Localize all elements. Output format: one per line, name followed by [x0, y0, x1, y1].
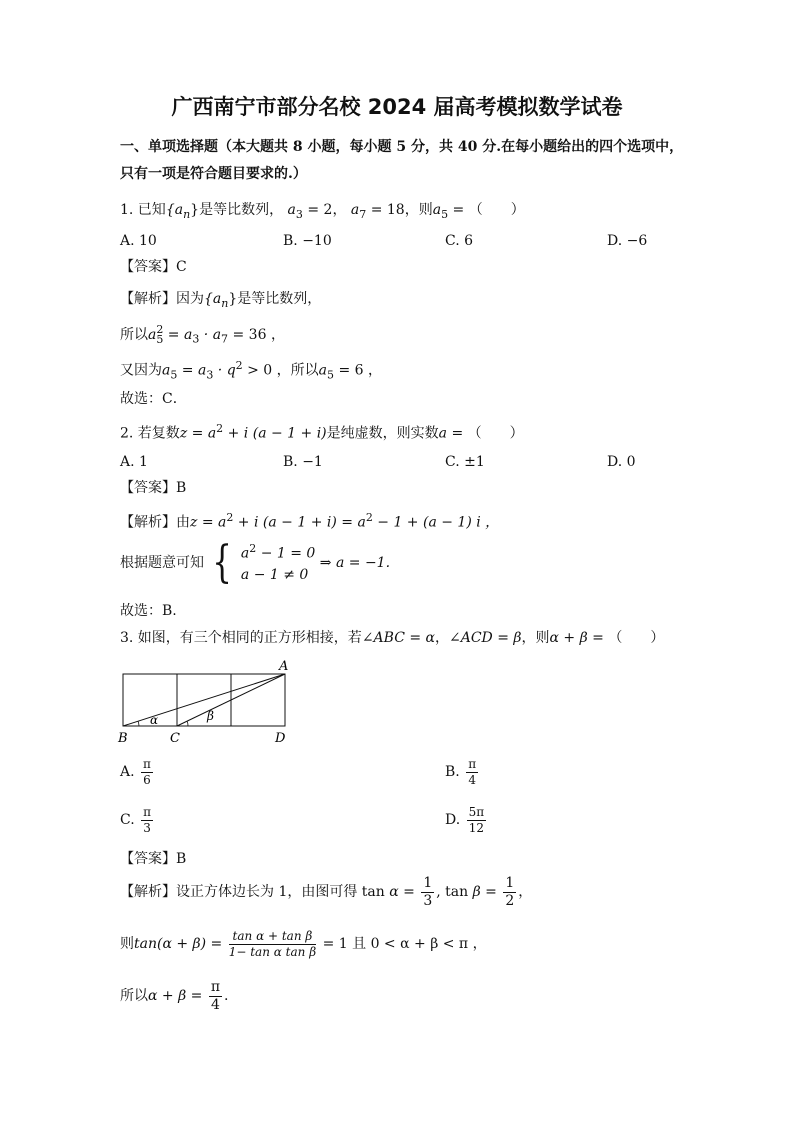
- q3-analysis-line3: 所以α + β = $\frac{\pi}{4}$ .: [120, 979, 229, 1013]
- label-b: B: [118, 731, 128, 746]
- label-a: A: [279, 659, 289, 674]
- q3-option-c: C. $\frac{\pi}{3}$: [120, 805, 152, 835]
- angle-alpha-arc: [138, 721, 139, 726]
- label-beta: β: [207, 709, 214, 723]
- q3-analysis-line2: 则tan(α + β) = $\frac{\text{tan α + tan β}}{\text{1− tan α tan β}}$ = 1 且 0 < α + β < π ，: [120, 929, 487, 959]
- q1-option-d: D. −6: [607, 233, 648, 249]
- q3-option-a: A. $\frac{\pi}{6}$: [120, 757, 151, 787]
- q1-conclusion: 故选：C．: [120, 391, 187, 407]
- q1-analysis-line2: 所以a 2 5 = $a_3 \cdot a_7 = 36$ ，: [120, 323, 285, 346]
- equation-system: $a^2 - 1 = 0$ a − 1 ≠ 0: [240, 542, 316, 583]
- q2-stem: 2. 若复数$z = a^2 + i$ (a − 1 + i)是纯虚数，则实数a = （ ）: [120, 422, 524, 442]
- q1-stem: 1. 已知$\{a_n\}$是等比数列， $a_3 = 2$， $a_7 = 18$，则$a_5$ = （ ）: [120, 202, 525, 221]
- q1-option-c: C. 6: [445, 233, 474, 249]
- q2-option-b: B. −1: [283, 454, 323, 470]
- section-heading-line1: 一、单项选择题（本大题共 8 小题，每小题 5 分，共 40 分.在每小题给出的四个选项中，: [120, 139, 684, 155]
- q2-option-a: A. 1: [120, 454, 148, 470]
- line-ba: [123, 674, 285, 726]
- q1-option-b: B. −10: [283, 233, 332, 249]
- page-title: 广西南宁市部分名校 2024 届高考模拟数学试卷: [171, 95, 623, 119]
- q2-conclusion: 故选：B.: [120, 603, 177, 619]
- angle-beta-arc: [187, 721, 188, 726]
- q2-analysis-line1: 【解析】由$z = a^2 + i$ $(a - 1 + i) = a^2 - 1 + (a - 1)$ i ，: [120, 511, 500, 531]
- q2-option-c: C. ±1: [445, 454, 485, 470]
- q1-analysis-line1: 【解析】因为$\{a_n\}$是等比数列，: [120, 291, 322, 310]
- label-c: C: [170, 731, 180, 746]
- q3-option-b: B. $\frac{\pi}{4}$: [445, 757, 477, 787]
- section-heading-line2: 只有一项是符合题目要求的.）: [120, 166, 307, 182]
- q2-analysis-system: 根据题意可知 { $a^2 - 1 = 0$ a − 1 ≠ 0 ⇒ a = −1.: [120, 537, 391, 589]
- q1-answer: 【答案】C: [120, 259, 187, 275]
- three-squares-figure: [114, 656, 294, 746]
- label-alpha: α: [150, 713, 159, 727]
- q3-option-d: D. $\frac{5\pi}{12}$: [445, 805, 485, 835]
- q1-option-a: A. 10: [120, 233, 157, 249]
- label-d: D: [275, 731, 286, 746]
- q3-analysis-line1: 【解析】设正方体边长为 1，由图可得 tan α = $\frac{1}{3}$ , tan β = $\frac{1}{2}$ ，: [120, 875, 533, 909]
- q3-stem: 3. 如图，有三个相同的正方形相接，若∠ABC = α，∠ACD = β，则α + β = （ ）: [120, 630, 665, 646]
- q2-answer: 【答案】B: [120, 480, 187, 496]
- q3-answer: 【答案】B: [120, 851, 187, 867]
- left-brace-icon: {: [212, 537, 233, 589]
- q2-option-d: D. 0: [607, 454, 636, 470]
- q1-analysis-line3: 又因为$a_5 = a_3 \cdot q^2 > 0$ ，所以$a_5 = 6$ ，: [120, 359, 383, 382]
